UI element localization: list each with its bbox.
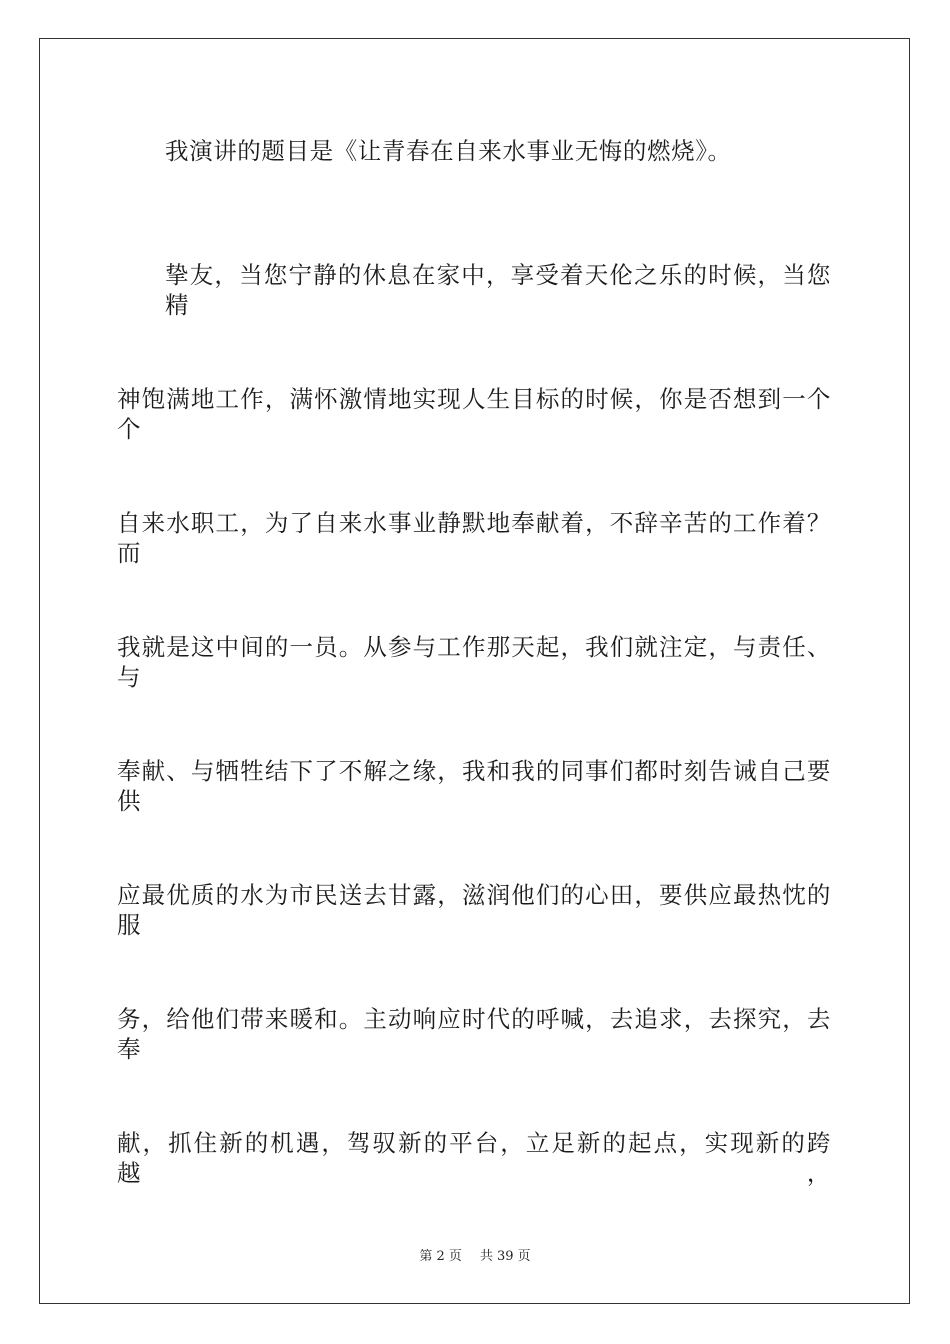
paragraph-line: 奉献、与牺牲结下了不解之缘，我和我的同事们都时刻告诫自己要供 [117,757,831,815]
page-footer [0,1248,950,1266]
paragraph-line: 我演讲的题目是《让青春在自来水事业无悔的燃烧》。 [165,137,732,165]
paragraph-line: 挚友，当您宁静的休息在家中，享受着天伦之乐的时候，当您精 [165,261,831,319]
page-border [39,38,910,1304]
paragraph-line: 神饱满地工作，满怀激情地实现人生目标的时候，你是否想到一个个 [117,385,831,443]
paragraph-line: 献，抓住新的机遇，驾驭新的平台，立足新的起点，实现新的跨越， [117,1129,831,1187]
paragraph-line: 我就是这中间的一员。从参与工作那天起，我们就注定，与责任、与 [117,633,831,691]
paragraph-line: 应最优质的水为市民送去甘露，滋润他们的心田，要供应最热忱的服 [117,881,831,939]
paragraph-line: 自来水职工，为了自来水事业静默地奉献着，不辞辛苦的工作着？而 [117,509,831,567]
paragraph-line: 务，给他们带来暖和。主动响应时代的呼喊，去追求，去探究，去奉 [117,1005,831,1063]
page-number: 第 2 页 [419,1249,462,1264]
page-total: 共 39 页 [479,1249,531,1264]
